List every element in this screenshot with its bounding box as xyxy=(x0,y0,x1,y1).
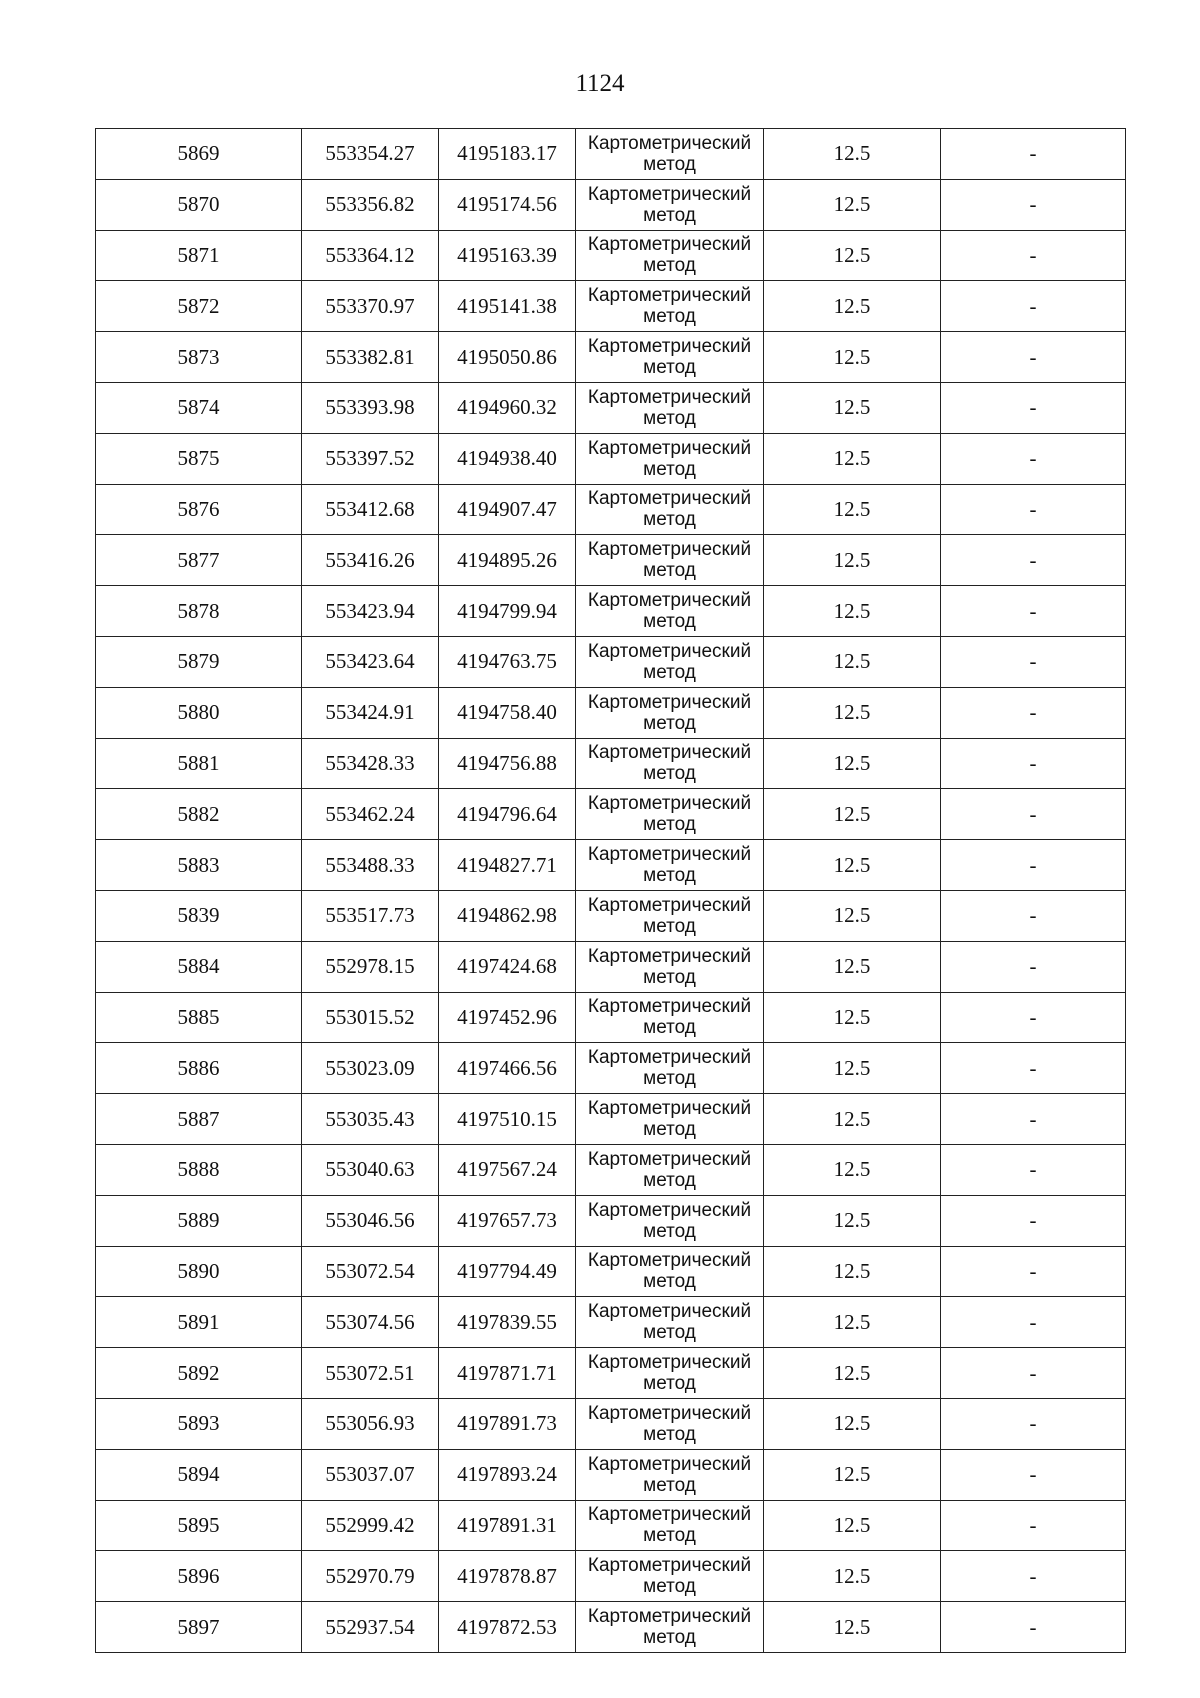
method-cell xyxy=(576,484,764,535)
y-coordinate-cell: 4197510.15 xyxy=(439,1094,576,1145)
x-coordinate-cell: 553412.68 xyxy=(302,484,439,535)
method-cell xyxy=(576,1398,764,1449)
method-cell xyxy=(576,636,764,687)
table-row xyxy=(96,992,1126,1043)
point-number-cell: 5895 xyxy=(96,1500,302,1551)
method-cell xyxy=(576,382,764,433)
x-coordinate-cell: 553462.24 xyxy=(302,789,439,840)
note-cell: - xyxy=(941,484,1126,535)
method-text: метод xyxy=(643,915,696,937)
x-coordinate-cell: 552999.42 xyxy=(302,1500,439,1551)
table-row xyxy=(96,433,1126,484)
y-coordinate-cell: 4195141.38 xyxy=(439,281,576,332)
point-number-cell: 5893 xyxy=(96,1398,302,1449)
table-row xyxy=(96,1449,1126,1500)
y-coordinate-cell: 4197893.24 xyxy=(439,1449,576,1500)
point-number-cell: 5891 xyxy=(96,1297,302,1348)
note-cell: - xyxy=(941,1500,1126,1551)
method-text: Картометрический xyxy=(587,1098,752,1120)
note-cell: - xyxy=(941,840,1126,891)
method-cell xyxy=(576,1348,764,1399)
y-coordinate-cell: 4197871.71 xyxy=(439,1348,576,1399)
table-row xyxy=(96,179,1126,230)
method-text: метод xyxy=(643,1271,696,1293)
y-coordinate-cell: 4197891.73 xyxy=(439,1398,576,1449)
y-coordinate-cell: 4197452.96 xyxy=(439,992,576,1043)
table-row xyxy=(96,332,1126,383)
method-cell xyxy=(576,992,764,1043)
y-coordinate-cell: 4195174.56 xyxy=(439,179,576,230)
accuracy-cell: 12.5 xyxy=(764,1094,941,1145)
accuracy-cell: 12.5 xyxy=(764,738,941,789)
page-number: 1124 xyxy=(575,70,625,97)
x-coordinate-cell: 553015.52 xyxy=(302,992,439,1043)
method-text: Картометрический xyxy=(587,1148,752,1170)
y-coordinate-cell: 4194799.94 xyxy=(439,586,576,637)
point-number-cell: 5869 xyxy=(96,129,302,180)
method-cell xyxy=(576,890,764,941)
note-cell: - xyxy=(941,738,1126,789)
note-cell: - xyxy=(941,332,1126,383)
accuracy-cell: 12.5 xyxy=(764,1398,941,1449)
method-text: метод xyxy=(643,865,696,887)
accuracy-cell: 12.5 xyxy=(764,1551,941,1602)
method-text: Картометрический xyxy=(587,539,752,561)
method-text: метод xyxy=(643,1373,696,1395)
x-coordinate-cell: 553416.26 xyxy=(302,535,439,586)
accuracy-cell: 12.5 xyxy=(764,281,941,332)
note-cell: - xyxy=(941,281,1126,332)
method-cell xyxy=(576,281,764,332)
method-text: Картометрический xyxy=(587,1606,752,1627)
note-cell: - xyxy=(941,789,1126,840)
point-number-cell: 5881 xyxy=(96,738,302,789)
method-cell xyxy=(576,1551,764,1602)
accuracy-cell: 12.5 xyxy=(764,1043,941,1094)
y-coordinate-cell: 4197878.87 xyxy=(439,1551,576,1602)
method-cell xyxy=(576,1195,764,1246)
x-coordinate-cell: 553046.56 xyxy=(302,1195,439,1246)
table-row xyxy=(96,1602,1126,1653)
table-row xyxy=(96,1398,1126,1449)
method-text: Картометрический xyxy=(587,488,752,510)
note-cell: - xyxy=(941,941,1126,992)
note-cell: - xyxy=(941,535,1126,586)
coordinates-table xyxy=(95,128,1126,1653)
method-text: метод xyxy=(643,255,696,277)
y-coordinate-cell: 4195050.86 xyxy=(439,332,576,383)
note-cell: - xyxy=(941,1551,1126,1602)
accuracy-cell: 12.5 xyxy=(764,840,941,891)
method-text: метод xyxy=(643,1322,696,1344)
method-text: Картометрический xyxy=(587,1352,752,1374)
point-number-cell: 5885 xyxy=(96,992,302,1043)
method-text: метод xyxy=(643,1220,696,1242)
method-text: метод xyxy=(643,814,696,836)
method-text: метод xyxy=(643,407,696,429)
y-coordinate-cell: 4194763.75 xyxy=(439,636,576,687)
point-number-cell: 5889 xyxy=(96,1195,302,1246)
x-coordinate-cell: 553023.09 xyxy=(302,1043,439,1094)
note-cell: - xyxy=(941,1195,1126,1246)
accuracy-cell: 12.5 xyxy=(764,636,941,687)
point-number-cell: 5888 xyxy=(96,1144,302,1195)
point-number-cell: 5870 xyxy=(96,179,302,230)
method-text: метод xyxy=(643,712,696,734)
y-coordinate-cell: 4194862.98 xyxy=(439,890,576,941)
accuracy-cell: 12.5 xyxy=(764,1602,941,1653)
point-number-cell: 5890 xyxy=(96,1246,302,1297)
method-cell xyxy=(576,586,764,637)
accuracy-cell: 12.5 xyxy=(764,484,941,535)
x-coordinate-cell: 552978.15 xyxy=(302,941,439,992)
table-row xyxy=(96,1348,1126,1399)
method-cell xyxy=(576,1144,764,1195)
accuracy-cell: 12.5 xyxy=(764,992,941,1043)
point-number-cell: 5871 xyxy=(96,230,302,281)
method-cell xyxy=(576,941,764,992)
accuracy-cell: 12.5 xyxy=(764,129,941,180)
method-text: метод xyxy=(643,763,696,785)
note-cell: - xyxy=(941,687,1126,738)
table-row xyxy=(96,230,1126,281)
method-cell xyxy=(576,433,764,484)
point-number-cell: 5880 xyxy=(96,687,302,738)
y-coordinate-cell: 4194756.88 xyxy=(439,738,576,789)
method-text: Картометрический xyxy=(587,437,752,459)
method-cell xyxy=(576,789,764,840)
note-cell: - xyxy=(941,1348,1126,1399)
x-coordinate-cell: 553072.54 xyxy=(302,1246,439,1297)
method-cell xyxy=(576,687,764,738)
point-number-cell: 5876 xyxy=(96,484,302,535)
method-text: Картометрический xyxy=(587,1453,752,1475)
method-text: метод xyxy=(643,1474,696,1496)
point-number-cell: 5878 xyxy=(96,586,302,637)
x-coordinate-cell: 553040.63 xyxy=(302,1144,439,1195)
accuracy-cell: 12.5 xyxy=(764,789,941,840)
x-coordinate-cell: 553356.82 xyxy=(302,179,439,230)
point-number-cell: 5882 xyxy=(96,789,302,840)
point-number-cell: 5883 xyxy=(96,840,302,891)
method-text: Картометрический xyxy=(587,1199,752,1221)
accuracy-cell: 12.5 xyxy=(764,535,941,586)
method-text: метод xyxy=(643,1423,696,1445)
point-number-cell: 5896 xyxy=(96,1551,302,1602)
note-cell: - xyxy=(941,636,1126,687)
method-cell xyxy=(576,1094,764,1145)
table-row xyxy=(96,1297,1126,1348)
note-cell: - xyxy=(941,586,1126,637)
x-coordinate-cell: 553354.27 xyxy=(302,129,439,180)
method-text: Картометрический xyxy=(587,894,752,916)
point-number-cell: 5879 xyxy=(96,636,302,687)
note-cell: - xyxy=(941,1246,1126,1297)
table-row xyxy=(96,1246,1126,1297)
method-cell xyxy=(576,332,764,383)
x-coordinate-cell: 553424.91 xyxy=(302,687,439,738)
method-text: Картометрический xyxy=(587,1555,752,1577)
method-text: метод xyxy=(643,1627,696,1648)
table-row xyxy=(96,1043,1126,1094)
method-text: Картометрический xyxy=(587,386,752,408)
y-coordinate-cell: 4194907.47 xyxy=(439,484,576,535)
y-coordinate-cell: 4197794.49 xyxy=(439,1246,576,1297)
note-cell: - xyxy=(941,179,1126,230)
method-text: метод xyxy=(643,560,696,582)
accuracy-cell: 12.5 xyxy=(764,1195,941,1246)
accuracy-cell: 12.5 xyxy=(764,941,941,992)
method-cell xyxy=(576,1297,764,1348)
table-row xyxy=(96,1195,1126,1246)
accuracy-cell: 12.5 xyxy=(764,1144,941,1195)
method-text: Картометрический xyxy=(587,945,752,967)
table-row xyxy=(96,840,1126,891)
method-text: метод xyxy=(643,1119,696,1141)
method-text: Картометрический xyxy=(587,590,752,612)
table-row xyxy=(96,1551,1126,1602)
method-text: метод xyxy=(643,458,696,480)
x-coordinate-cell: 552937.54 xyxy=(302,1602,439,1653)
method-text: Картометрический xyxy=(587,691,752,713)
table-row xyxy=(96,129,1126,180)
method-text: метод xyxy=(643,357,696,379)
table-row xyxy=(96,1094,1126,1145)
x-coordinate-cell: 553428.33 xyxy=(302,738,439,789)
accuracy-cell: 12.5 xyxy=(764,1297,941,1348)
method-text: Картометрический xyxy=(587,183,752,205)
method-text: метод xyxy=(643,1576,696,1598)
point-number-cell: 5873 xyxy=(96,332,302,383)
method-text: Картометрический xyxy=(587,1504,752,1526)
note-cell: - xyxy=(941,1398,1126,1449)
table-row xyxy=(96,636,1126,687)
x-coordinate-cell: 553056.93 xyxy=(302,1398,439,1449)
table-row xyxy=(96,1500,1126,1551)
method-text: Картометрический xyxy=(587,1402,752,1424)
table-row xyxy=(96,789,1126,840)
method-text: Картометрический xyxy=(587,640,752,662)
y-coordinate-cell: 4197872.53 xyxy=(439,1602,576,1653)
method-cell xyxy=(576,1500,764,1551)
note-cell: - xyxy=(941,1449,1126,1500)
point-number-cell: 5886 xyxy=(96,1043,302,1094)
method-cell xyxy=(576,179,764,230)
x-coordinate-cell: 552970.79 xyxy=(302,1551,439,1602)
table-row xyxy=(96,484,1126,535)
point-number-cell: 5894 xyxy=(96,1449,302,1500)
y-coordinate-cell: 4194960.32 xyxy=(439,382,576,433)
y-coordinate-cell: 4197839.55 xyxy=(439,1297,576,1348)
y-coordinate-cell: 4194895.26 xyxy=(439,535,576,586)
y-coordinate-cell: 4197466.56 xyxy=(439,1043,576,1094)
table-row xyxy=(96,535,1126,586)
table-row xyxy=(96,687,1126,738)
note-cell: - xyxy=(941,890,1126,941)
method-text: метод xyxy=(643,611,696,633)
y-coordinate-cell: 4197891.31 xyxy=(439,1500,576,1551)
accuracy-cell: 12.5 xyxy=(764,332,941,383)
method-cell xyxy=(576,535,764,586)
x-coordinate-cell: 553382.81 xyxy=(302,332,439,383)
method-text: Картометрический xyxy=(587,844,752,866)
method-cell xyxy=(576,1246,764,1297)
table-row xyxy=(96,738,1126,789)
accuracy-cell: 12.5 xyxy=(764,433,941,484)
accuracy-cell: 12.5 xyxy=(764,687,941,738)
y-coordinate-cell: 4194796.64 xyxy=(439,789,576,840)
accuracy-cell: 12.5 xyxy=(764,1500,941,1551)
x-coordinate-cell: 553488.33 xyxy=(302,840,439,891)
x-coordinate-cell: 553370.97 xyxy=(302,281,439,332)
y-coordinate-cell: 4195183.17 xyxy=(439,129,576,180)
table-row xyxy=(96,890,1126,941)
note-cell: - xyxy=(941,992,1126,1043)
method-text: Картометрический xyxy=(587,1250,752,1272)
note-cell: - xyxy=(941,1144,1126,1195)
x-coordinate-cell: 553072.51 xyxy=(302,1348,439,1399)
method-text: метод xyxy=(643,661,696,683)
method-text: Картометрический xyxy=(587,285,752,307)
note-cell: - xyxy=(941,129,1126,180)
accuracy-cell: 12.5 xyxy=(764,382,941,433)
note-cell: - xyxy=(941,1043,1126,1094)
point-number-cell: 5839 xyxy=(96,890,302,941)
y-coordinate-cell: 4197424.68 xyxy=(439,941,576,992)
x-coordinate-cell: 553397.52 xyxy=(302,433,439,484)
method-cell xyxy=(576,1449,764,1500)
x-coordinate-cell: 553074.56 xyxy=(302,1297,439,1348)
accuracy-cell: 12.5 xyxy=(764,1348,941,1399)
method-text: метод xyxy=(643,306,696,328)
method-text: Картометрический xyxy=(587,1047,752,1069)
coordinates-table-body xyxy=(96,129,1126,1653)
y-coordinate-cell: 4195163.39 xyxy=(439,230,576,281)
method-text: Картометрический xyxy=(587,336,752,358)
method-text: Картометрический xyxy=(587,132,752,154)
method-text: Картометрический xyxy=(587,996,752,1018)
accuracy-cell: 12.5 xyxy=(764,1246,941,1297)
method-text: метод xyxy=(643,1017,696,1039)
x-coordinate-cell: 553517.73 xyxy=(302,890,439,941)
accuracy-cell: 12.5 xyxy=(764,230,941,281)
point-number-cell: 5874 xyxy=(96,382,302,433)
table-row xyxy=(96,586,1126,637)
point-number-cell: 5887 xyxy=(96,1094,302,1145)
method-cell xyxy=(576,230,764,281)
method-text: Картометрический xyxy=(587,1301,752,1323)
table-row xyxy=(96,382,1126,433)
x-coordinate-cell: 553393.98 xyxy=(302,382,439,433)
note-cell: - xyxy=(941,382,1126,433)
method-text: метод xyxy=(643,1525,696,1547)
y-coordinate-cell: 4194758.40 xyxy=(439,687,576,738)
note-cell: - xyxy=(941,1602,1126,1653)
point-number-cell: 5872 xyxy=(96,281,302,332)
y-coordinate-cell: 4197657.73 xyxy=(439,1195,576,1246)
y-coordinate-cell: 4197567.24 xyxy=(439,1144,576,1195)
method-text: Картометрический xyxy=(587,234,752,256)
method-text: Картометрический xyxy=(587,742,752,764)
point-number-cell: 5875 xyxy=(96,433,302,484)
note-cell: - xyxy=(941,433,1126,484)
method-cell xyxy=(576,1602,764,1653)
accuracy-cell: 12.5 xyxy=(764,179,941,230)
table-row xyxy=(96,281,1126,332)
table-row xyxy=(96,1144,1126,1195)
accuracy-cell: 12.5 xyxy=(764,586,941,637)
method-cell xyxy=(576,129,764,180)
method-text: метод xyxy=(643,509,696,531)
x-coordinate-cell: 553423.64 xyxy=(302,636,439,687)
point-number-cell: 5892 xyxy=(96,1348,302,1399)
method-cell xyxy=(576,1043,764,1094)
point-number-cell: 5884 xyxy=(96,941,302,992)
method-text: Картометрический xyxy=(587,793,752,815)
method-text: метод xyxy=(643,1169,696,1191)
method-text: метод xyxy=(643,966,696,988)
y-coordinate-cell: 4194938.40 xyxy=(439,433,576,484)
point-number-cell: 5897 xyxy=(96,1602,302,1653)
point-number-cell: 5877 xyxy=(96,535,302,586)
method-text: метод xyxy=(643,153,696,175)
method-text: метод xyxy=(643,204,696,226)
note-cell: - xyxy=(941,230,1126,281)
x-coordinate-cell: 553035.43 xyxy=(302,1094,439,1145)
note-cell: - xyxy=(941,1094,1126,1145)
table-row xyxy=(96,941,1126,992)
method-text: метод xyxy=(643,1068,696,1090)
x-coordinate-cell: 553037.07 xyxy=(302,1449,439,1500)
note-cell: - xyxy=(941,1297,1126,1348)
y-coordinate-cell: 4194827.71 xyxy=(439,840,576,891)
accuracy-cell: 12.5 xyxy=(764,1449,941,1500)
x-coordinate-cell: 553423.94 xyxy=(302,586,439,637)
x-coordinate-cell: 553364.12 xyxy=(302,230,439,281)
accuracy-cell: 12.5 xyxy=(764,890,941,941)
method-cell xyxy=(576,840,764,891)
method-cell xyxy=(576,738,764,789)
